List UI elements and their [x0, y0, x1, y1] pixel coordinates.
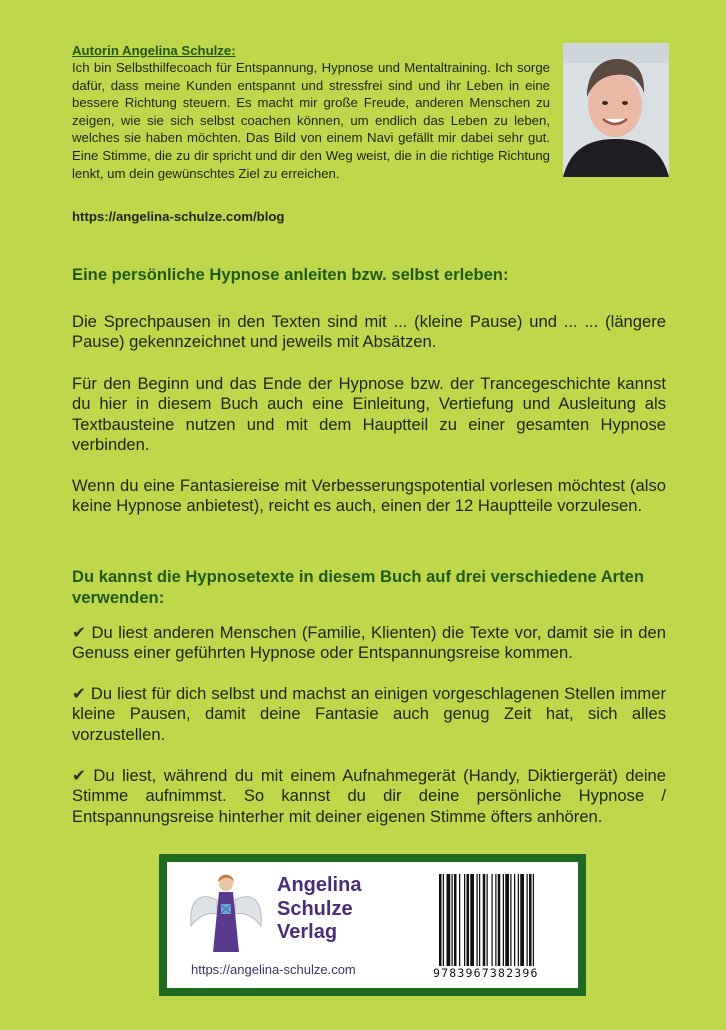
barcode-bar — [529, 874, 532, 966]
section-heading-usage: Du kannst die Hypnosetexte in diesem Buch auf drei verschiedene Arten verwenden: — [72, 567, 645, 607]
isbn-number: 9783967382396 — [433, 966, 539, 980]
usage-item-1 — [72, 623, 666, 664]
barcode-bar — [452, 874, 453, 966]
barcode-bar — [483, 874, 486, 966]
publisher-name-line: Schulze — [277, 897, 353, 920]
barcode-bar — [533, 874, 534, 966]
paragraph-structure: Für den Beginn und das Ende der Hypnose bzw. der Trancegeschichte kannst du hier in diesem Buch auch eine Einleitung, Vertiefung und Ausleitung als Textbausteine nutzen und mit dem Hauptteil zu einer gesamten Hypnose verbinden. — [72, 374, 666, 454]
author-block — [72, 42, 550, 182]
barcode-bar — [464, 874, 465, 966]
publisher-url[interactable]: https://angelina-schulze.com — [191, 962, 356, 977]
author-portrait — [563, 43, 669, 177]
barcode-bar — [510, 874, 511, 966]
barcode-bar — [498, 874, 501, 966]
barcode-bar — [459, 874, 460, 966]
barcode-bar — [492, 874, 493, 966]
barcode-bar — [470, 874, 474, 966]
author-bio: Ich bin Selbsthilfecoach für Entspannung, Hypnose und Mentaltraining. Ich sorge dafür, dass meine Kunden entspannt und stressfrei sind und ihr Leben in eine bessere Richtung steuern. Es macht mir große Freude, anderen Menschen zu zeigen, wie sie sich selbst coachen können, um endlich das Leben zu leben, welches sie haben möchten. Das Bild von einem Navi gefällt mir dabei sehr gut. Eine Stimme, die zu dir spricht und dir den Weg weist, die in die richtige Richtung lenkt, um dein gewünschtes Ziel zu erreichen. — [72, 60, 550, 181]
checkmark-icon: ✔ — [72, 684, 86, 703]
barcode-bar — [454, 874, 457, 966]
barcode-bar — [447, 874, 451, 966]
section-heading-guide: Eine persönliche Hypnose anleiten bzw. selbst erleben: — [72, 265, 509, 284]
usage-item-text: Du liest, während du mit einem Aufnahmegerät (Handy, Diktiergerät) deine Stimme aufnimmst. So kannst du dir deine persönliche Hypnose / Entspannungsreise hinterher mit deiner eigenen Stimme öfters anhören. — [72, 766, 666, 826]
barcode-bar — [503, 874, 504, 966]
barcode-bar — [518, 874, 519, 966]
barcode-bar — [505, 874, 509, 966]
usage-item-3 — [72, 766, 666, 827]
paragraph-pauses: Die Sprechpausen in den Texten sind mit ... (kleine Pause) und ... ... (längere Pause) gekennzeichnet und jeweils mit Absätzen. — [72, 312, 666, 352]
barcode-bar — [477, 874, 478, 966]
barcode-bar — [527, 874, 528, 966]
usage-item-text: Du liest für dich selbst und machst an einigen vorgeschlagenen Stellen immer kleine Pausen, damit deine Fantasie auch genug Zeit hat, sich alles vorzustellen. — [72, 684, 666, 744]
checkmark-icon: ✔ — [72, 766, 86, 785]
barcode-bar — [520, 874, 524, 966]
barcode-bar — [467, 874, 470, 966]
paragraph-fantasy: Wenn du eine Fantasiereise mit Verbesserungspotential vorlesen möchtest (also keine Hypnose anbietest), reicht es auch, einen der 12 Hauptteile vorzulesen. — [72, 476, 666, 516]
barcode-bar — [487, 874, 488, 966]
barcode — [437, 874, 565, 966]
publisher-box — [159, 854, 586, 996]
barcode-bar — [439, 874, 442, 966]
barcode-bar — [443, 874, 444, 966]
publisher-name-line: Verlag — [277, 921, 338, 943]
barcode-bar — [514, 874, 515, 966]
barcode-bar — [479, 874, 480, 966]
checkmark-icon: ✔ — [72, 623, 86, 642]
publisher-name-line: Angelina — [277, 874, 362, 896]
angel-logo — [187, 870, 265, 956]
publisher-name — [277, 874, 361, 945]
barcode-bar — [495, 874, 496, 966]
author-heading: Autorin Angelina Schulze: — [72, 43, 236, 58]
usage-item-text: Du liest anderen Menschen (Familie, Klienten) die Texte vor, damit sie in den Genuss einer geführten Hypnose oder Entspannungsreise kommen. — [72, 623, 666, 663]
usage-item-2 — [72, 684, 666, 745]
blog-link[interactable]: https://angelina-schulze.com/blog — [72, 209, 285, 224]
